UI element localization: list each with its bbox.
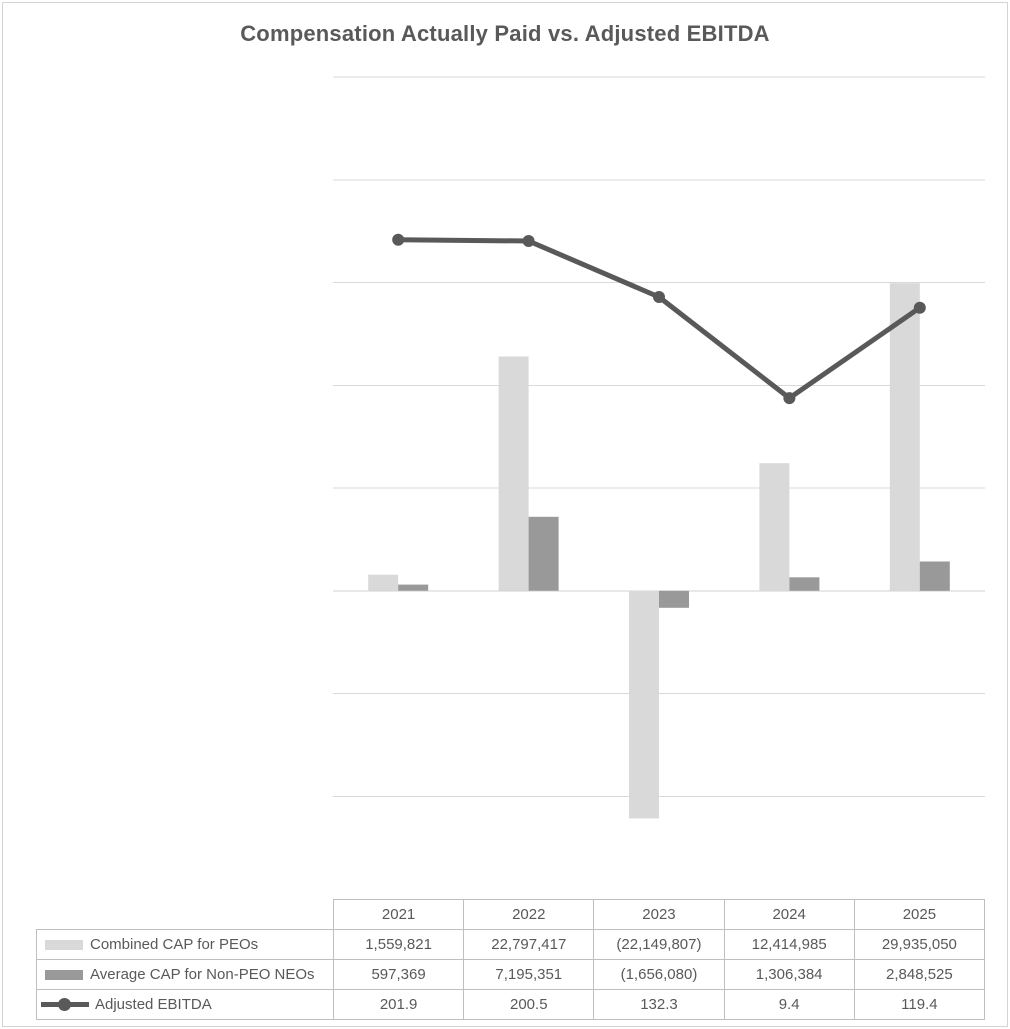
- ebitda-marker-2022: [523, 235, 535, 247]
- bar-peo-2021: [368, 575, 398, 591]
- chart-title: Compensation Actually Paid vs. Adjusted EBITDA: [240, 21, 770, 46]
- table-cell: 200.5: [464, 990, 594, 1020]
- legend-cell-ebitda: [37, 990, 334, 1020]
- series-label-peo: Combined CAP for PEOs: [90, 936, 259, 953]
- neo-bars: [398, 517, 950, 608]
- ebitda-line: [398, 240, 920, 398]
- table-cell: 1,306,384: [724, 960, 854, 990]
- table-cell: (22,149,807): [594, 930, 724, 960]
- table-row-neo: [37, 960, 985, 990]
- bar-neo-2022: [529, 517, 559, 591]
- table-row-peo: [37, 930, 985, 960]
- table-cell: 597,369: [334, 960, 464, 990]
- ebitda-marker-2025: [914, 302, 926, 314]
- ebitda-marker-2023: [653, 291, 665, 303]
- bar-neo-2021: [398, 585, 428, 591]
- series-label-neo: Average CAP for Non-PEO NEOs: [90, 966, 315, 983]
- table-row-ebitda: [37, 990, 985, 1020]
- year-header: 2025: [854, 900, 984, 930]
- table-cell: 1,559,821: [334, 930, 464, 960]
- table-header-row: [37, 900, 985, 930]
- data-table: [36, 899, 985, 1020]
- table-header-blank-cell: [37, 900, 334, 930]
- bar-neo-2025: [920, 562, 950, 591]
- legend-cell-neo: [37, 960, 334, 990]
- table-cell: 12,414,985: [724, 930, 854, 960]
- year-header: 2021: [334, 900, 464, 930]
- ebitda-line-legend-key-icon: [41, 1002, 89, 1007]
- bar-peo-2024: [759, 463, 789, 591]
- bar-peo-2023: [629, 591, 659, 819]
- series-label-ebitda: Adjusted EBITDA: [95, 996, 212, 1013]
- bar-peo-2022: [499, 357, 529, 591]
- year-header: 2023: [594, 900, 724, 930]
- table-cell: 201.9: [334, 990, 464, 1020]
- table-cell: 29,935,050: [854, 930, 984, 960]
- year-header: 2022: [464, 900, 594, 930]
- table-cell: 7,195,351: [464, 960, 594, 990]
- neo-bar-legend-swatch-icon: [45, 970, 83, 980]
- table-cell: (1,656,080): [594, 960, 724, 990]
- table-cell: 9.4: [724, 990, 854, 1020]
- legend-cell-peo: [37, 930, 334, 960]
- table-cell: 132.3: [594, 990, 724, 1020]
- ebitda-marker-2021: [392, 234, 404, 246]
- table-cell: 2,848,525: [854, 960, 984, 990]
- table-cell: 119.4: [854, 990, 984, 1020]
- ebitda-line-series: [392, 234, 926, 404]
- peo-bar-legend-swatch-icon: [45, 940, 83, 950]
- bar-peo-2025: [890, 283, 920, 591]
- year-header: 2024: [724, 900, 854, 930]
- table-cell: 22,797,417: [464, 930, 594, 960]
- bar-neo-2023: [659, 591, 689, 608]
- bar-neo-2024: [789, 577, 819, 590]
- ebitda-marker-2024: [783, 392, 795, 404]
